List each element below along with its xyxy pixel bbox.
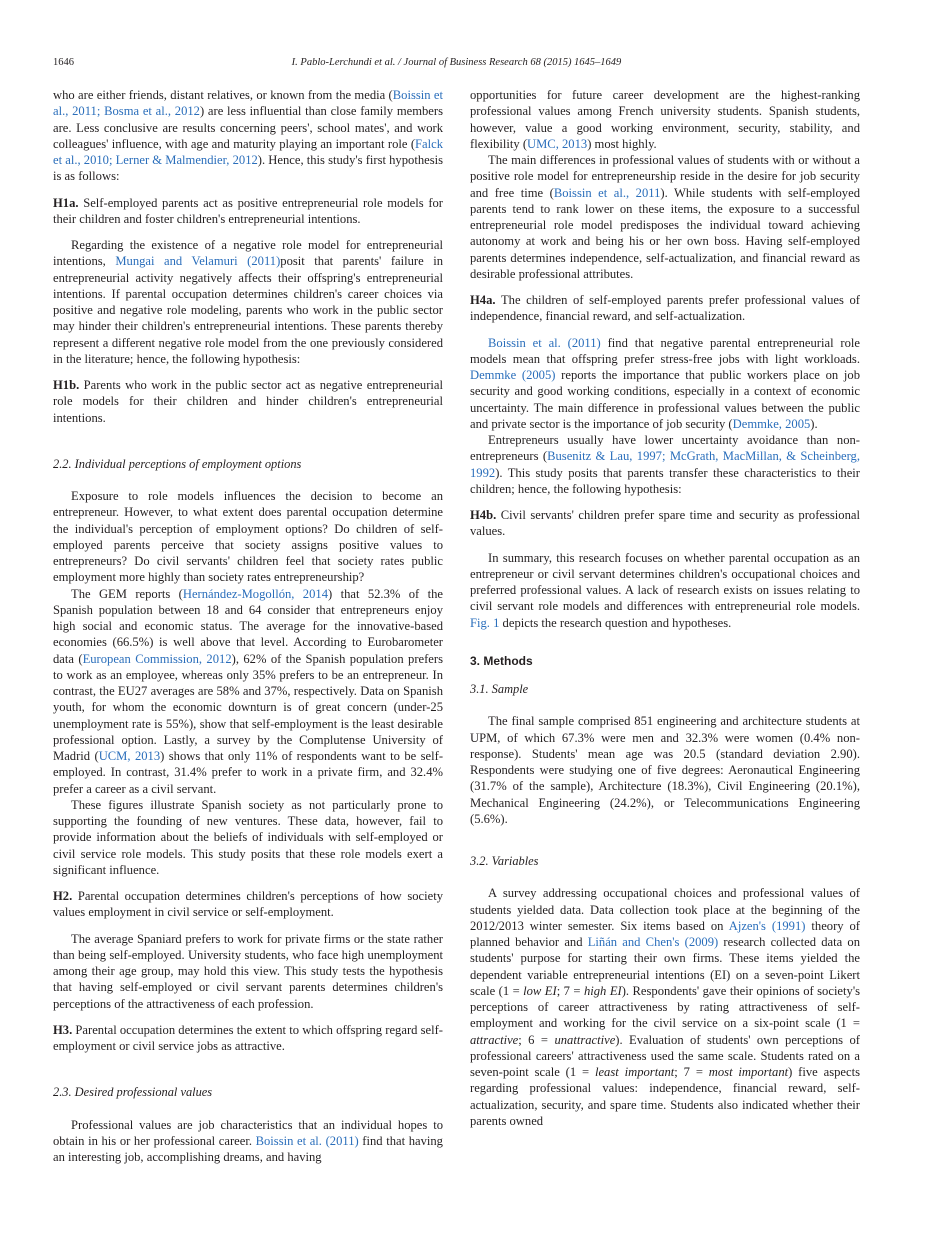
citation-link[interactable]: Boissin et al. (2011) (255, 1133, 359, 1148)
paragraph: The main differences in professional values of students with or without a positive role model for entrepreneurship reside in the desire for job security and free time (Boissin et al., 2011). While students with self-employed parents tend to rank lower on these items, the exposure to a successful entrepreneurial role model predisposes the individual toward achieving autonomy at work and being his or her own boss. Having self-employed parents determines independence, self-actualization, and financial reward as desirable professional attributes. (470, 153, 860, 281)
paragraph: These figures illustrate Spanish society as not particularly prone to supporting the founding of new ventures. These data, however, fail to provide information about the beliefs of individuals with self-employed or civil service role models. This study posits that these role models exert a significant influence. (53, 797, 443, 877)
citation-link[interactable]: Demmke (2005) (470, 368, 556, 382)
paragraph: Exposure to role models influences the decision to become an entrepreneur. However, to what extent does parental occupation determine the individual's perception of employment options? Do children of self-employed parents perceive that society assigns positive values to entrepreneurs? Do civil servants' children feel that society rates public employment more highly than society rates entrepreneurship? (53, 489, 443, 585)
citation-link[interactable]: Mungai and Velamuri (2011) (115, 254, 281, 269)
citation-link[interactable]: Ajzen's (1991) (728, 918, 806, 933)
paragraph: who are either friends, distant relatives, or known from the media (Boissin et al., 2011; Bosma et al., 2012) are less influential than close family members are. Less conclusive are results concerning peers', school mates', and work colleagues' influence, with age and maturity playing an important role (Falck et al., 2010; Lerner & Malmendier, 2012). Hence, this study's first hypothesis is as follows: (53, 88, 444, 184)
citation-link[interactable]: UMC, 2013 (527, 136, 588, 151)
figure-link[interactable]: Fig. 1 (470, 615, 500, 630)
citation-link[interactable]: Busenitz & Lau, 1997; McGrath, MacMillan, & Scheinberg, 1992 (470, 449, 860, 480)
citation-link[interactable]: European Commission, 2012 (82, 651, 232, 666)
hypothesis-label: H3. (53, 1022, 73, 1037)
subsection-heading: 3.2. Variables (470, 854, 539, 868)
right-column (470, 87, 860, 1129)
citation-link[interactable]: Boissin et al. (2011) (488, 335, 601, 350)
paragraph: In summary, this research focuses on whether parental occupation as an entrepreneur or civil servant determines children's occupational choices and preferred professional values. A lack of research exists on issues relating to civil servant role models and differences with entrepreneurial role models. Fig. 1 depicts the research question and hypotheses. (470, 550, 860, 630)
paragraph: The final sample comprised 851 engineering and architecture students at UPM, of which 67.3% were men and 32.3% were women (0.4% non-response). Students' mean age was 20.5 (standard deviation 2.90). Respondents were studying one of five degrees: Aeronautical Engineering (31.7% of the sample), Architecture (18.3%), Civil Engineering (20.1%), Mechanical Engineering (24.2%), or Telecommunications Engineering (5.6%). (470, 714, 860, 826)
citation-link[interactable]: Boissin et al., 2011; Bosma et al., 2012 (53, 88, 444, 119)
hypothesis-h4a: H4a. The children of self-employed parents prefer professional values of independence, financial reward, and self-actualization. (470, 293, 860, 324)
citation-link[interactable]: Hernández-Mogollón, 2014 (182, 586, 328, 601)
hypothesis-label: H1a. (53, 195, 79, 210)
hypothesis-label: H1b. (53, 378, 80, 392)
citation-link[interactable]: Boissin et al., 2011 (553, 185, 661, 200)
citation-link[interactable]: Falck et al., 2010; Lerner & Malmendier, 2012 (53, 136, 443, 167)
hypothesis-h1b: H1b. Parents who work in the public sector act as negative entrepreneurial role models for their children and hinder children's entrepreneurial intentions. (53, 378, 443, 425)
paragraph: Regarding the existence of a negative role model for entrepreneurial intentions, Mungai and Velamuri (2011)posit that parents' failure in entrepreneurial activity negatively affects their offspring's entrepreneurial intentions. If parental occupation determines children's career choices via positive and negative role modeling, parents who work in the public sector may hinder their children's entrepreneurial intentions. These parents thereby represent a different negative role model from the one previously considered in the literature; hence, the following hypothesis: (53, 238, 443, 366)
running-header (53, 57, 860, 71)
paragraph: Professional values are job characteristics that an individual hopes to obtain in his or her professional career. Boissin et al. (2011) find that having an interesting job, accomplishing dreams, and having (53, 1117, 443, 1164)
citation-link[interactable]: Demmke, 2005 (732, 416, 811, 431)
section-heading: 3. Methods (470, 653, 533, 668)
paragraph: opportunities for future career development are the highest-ranking professional values among French university students. Spanish students, however, value a good working environment, security, stability, and flexibility (UMC, 2013) most highly. (470, 88, 860, 151)
hypothesis-label: H2. (53, 889, 73, 903)
paragraph: A survey addressing occupational choices and professional values of students yielded data. Data collection took place at the beginning of the 2012/2013 winter semester. Six items based on Ajzen's (1991) theory of planned behavior and Liñán and Chen's (2009) research collected data on students' purpose for starting their own firms. These items yielded the dependent variable entrepreneurial intentions (EI) on a seven-point Likert scale (1 = low EI; 7 = high EI). Respondents' gave their opinions of society's perceptions of career attractiveness by rating attractiveness of self-employment and working for the civil service on a six-point scale (1 = attractive; 6 = unattractive). Evaluation of students' own perceptions of professional careers' attractiveness used the same scale. Students rated on a seven-point scale (1 = least important; 7 = most important) five aspects regarding professional values: independence, financial reward, self-actualization, security, and spare time. Students also indicated whether their parents owned (470, 886, 861, 1128)
hypothesis-h1a: H1a. Self-employed parents act as positive entrepreneurial role models for their children and foster children's entrepreneurial intentions. (53, 195, 443, 226)
hypothesis-label: H4a. (470, 293, 496, 307)
hypothesis-h4b: H4b. Civil servants' children prefer spare time and security as professional values. (470, 508, 860, 539)
left-column (53, 87, 443, 1165)
paragraph: The GEM reports (Hernández-Mogollón, 2014) that 52.3% of the Spanish population between 18 and 64 consider that entrepreneurs enjoy high social and economic status. The average for the innovative-based economies (66.5%) is well above that level. According to Eurobarometer data (European Commission, 2012), 62% of the Spanish population prefers to work as an employee, whereas only 35% prefers to be an entrepreneur. In contrast, the EU27 averages are 58% and 37%, respectively. Data on Spanish youth, for whom the economic downturn is of great concern (under-25 unemployment rate is 55%), show that self-employment is the least desirable professional option. Lastly, a survey by the Complutense University of Madrid (UCM, 2013) shows that only 11% of respondents want to be self-employed. In contrast, 31.4% prefer to work in a private firm, and 32.4% prefer a career as a civil servant. (53, 586, 444, 796)
hypothesis-h3: H3. Parental occupation determines the extent to which offspring regard self-employment or civil service jobs as attractive. (53, 1022, 443, 1053)
subsection-heading: 3.1. Sample (470, 682, 529, 696)
running-title: I. Pablo-Lerchundi et al. / Journal of Business Research 68 (2015) 1645–1649 (291, 57, 622, 68)
section-heading: 2.3. Desired professional values (53, 1085, 213, 1100)
citation-link[interactable]: Liñán and Chen's (2009) (587, 935, 719, 949)
page-number: 1646 (53, 57, 74, 68)
paragraph: Boissin et al. (2011) find that negative parental entrepreneurial role models mean that offspring prefer stress-free jobs with light workloads. Demmke (2005) reports the importance that public workers place on job security and good working conditions, especially in a context of economic uncertainty. The main difference in professional values between the public and private sector is the importance of job security (Demmke, 2005). (470, 335, 860, 431)
citation-link[interactable]: UCM, 2013 (98, 749, 161, 763)
hypothesis-label: H4b. (470, 508, 497, 522)
hypothesis-h2: H2. Parental occupation determines children's perceptions of how society values employment in civil service or self-employment. (53, 889, 443, 920)
section-heading: 2.2. Individual perceptions of employment options (53, 456, 302, 471)
paragraph: Entrepreneurs usually have lower uncertainty avoidance than non-entrepreneurs (Busenitz & Lau, 1997; McGrath, MacMillan, & Scheinberg, 1992). This study posits that parents transfer these characteristics to their children; hence, the following hypothesis: (470, 433, 860, 496)
paragraph: The average Spaniard prefers to work for private firms or the state rather than being self-employed. University students, who face high unemployment among their age group, may hold this view. This study tests the hypothesis that having self-employed or civil servant parents determines children's perceptions of the attractiveness of each profession. (53, 931, 443, 1011)
